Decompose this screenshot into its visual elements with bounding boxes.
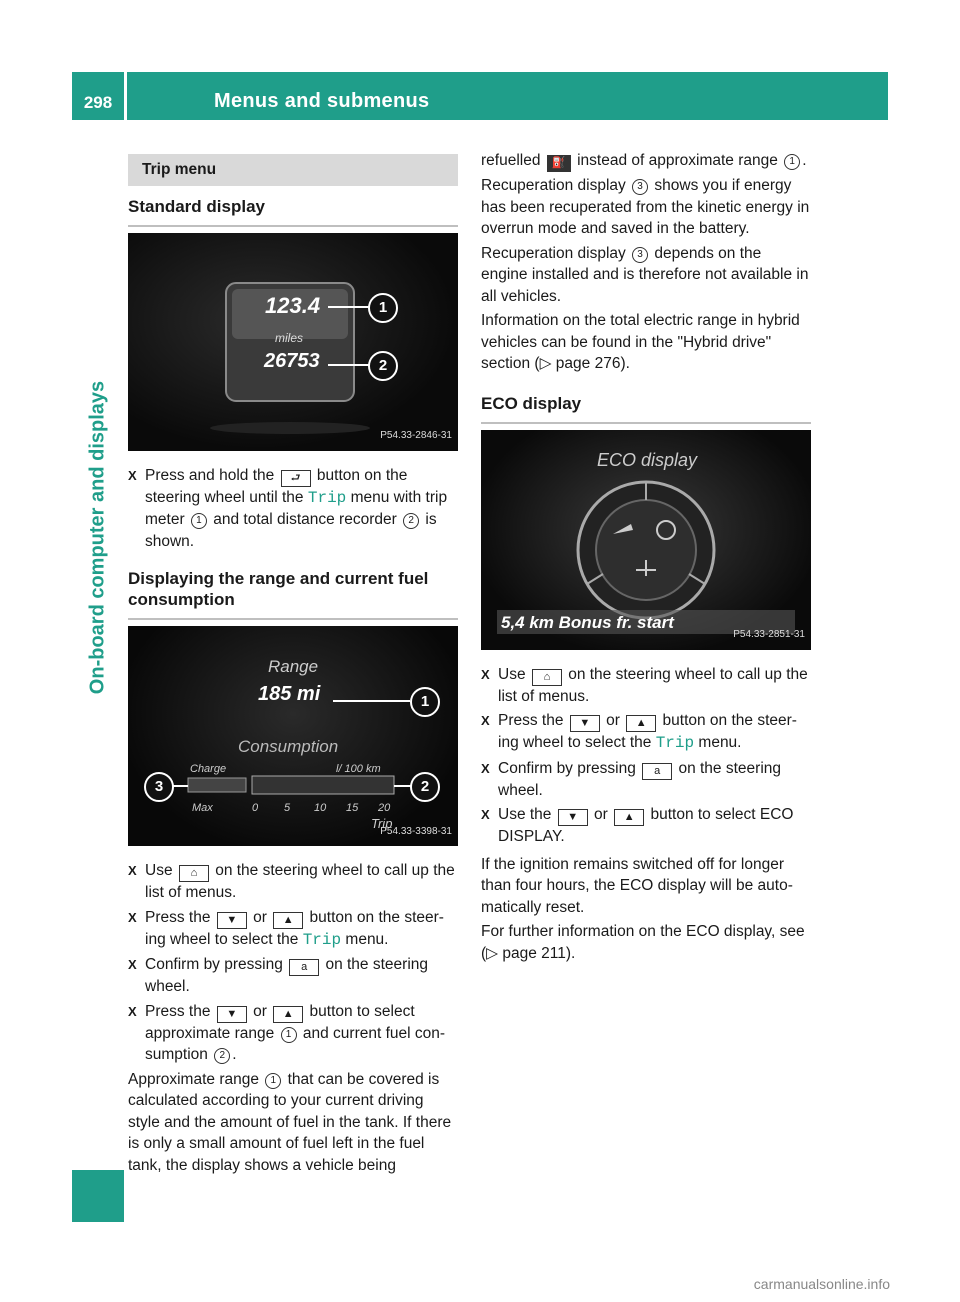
- figure-range-consumption: [128, 626, 458, 846]
- range-value: 185 mi: [258, 683, 321, 705]
- callout-3: 3: [144, 772, 174, 802]
- step-select-trip: X Press the ▼ or ▲ button on the steer-ing wheel to select the Trip menu.: [128, 907, 458, 952]
- figure-code: P54.33-2851-31: [733, 629, 805, 640]
- ok-button-icon: a: [289, 959, 319, 976]
- callout-ref-2: 2: [403, 513, 419, 529]
- step-press-and-hold: X Press and hold the ⮐ button on the steering wheel until the Trip menu with trip meter 1 and total distance recorder 2 is shown.: [128, 465, 458, 553]
- down-arrow-icon: ▼: [217, 912, 247, 929]
- trip-menu-word: Trip: [655, 734, 695, 752]
- subhead-range-consumption: Displaying the range and current fuel consumption: [128, 568, 458, 620]
- home-icon: ⌂: [532, 669, 562, 686]
- watermark: carmanualsonline.info: [753, 1276, 890, 1292]
- subhead-eco-display: ECO display: [481, 393, 811, 424]
- paragraph-further-info: For further information on the ECO display, see (▷ page 211).: [481, 923, 805, 962]
- side-tab-label: On-board computer and displays: [86, 380, 109, 695]
- callout-ref-2: 2: [214, 1048, 230, 1064]
- page-number-box: [72, 72, 127, 120]
- paragraph-recuperation-1: Recuperation display 3 shows you if energy has been recuperated from the kinetic energy in overrun mode and saved in the battery.: [481, 177, 810, 237]
- consumption-label: Consumption: [238, 737, 339, 756]
- step-select-trip: X Press the ▼ or ▲ button on the steer-ing wheel to select the Trip menu.: [481, 710, 811, 755]
- figure-code: P54.33-2846-31: [380, 430, 452, 441]
- up-arrow-icon: ▲: [273, 1006, 303, 1023]
- callout-ref-1: 1: [281, 1027, 297, 1043]
- trip-meter-value: 123.4: [265, 292, 321, 318]
- step-confirm: X Confirm by pressing a on the steering wheel.: [481, 758, 811, 802]
- scale-tick-10: 10: [314, 802, 327, 814]
- up-arrow-icon: ▲: [273, 912, 303, 929]
- paragraph-recuperation-2: Recuperation display 3 depends on the engine installed and is therefore not available in all vehicles.: [481, 244, 809, 305]
- header-bar: [72, 72, 888, 120]
- step-select-eco: X Use the ▼ or ▲ button to select ECO DISPLAY.: [481, 804, 811, 848]
- figure-code: P54.33-3398-31: [380, 825, 452, 837]
- callout-2: 2: [410, 772, 440, 802]
- trip-menu-word: Trip: [307, 488, 347, 507]
- paragraph-hybrid: Information on the total electric range in hybrid vehicles can be found in the "Hybrid drive" section (▷ page 276).: [481, 312, 800, 372]
- figure-eco-display: [481, 430, 811, 650]
- down-arrow-icon: ▼: [558, 809, 588, 826]
- eco-display-title: ECO display: [597, 449, 698, 470]
- paragraph-approximate-range: Approximate range 1 that can be covered is calculated according to your current driving style and the amount of fuel in the tank. If there is only a small amount of fuel left in the fuel tank, the display shows a vehicle being: [128, 1070, 452, 1174]
- left-column: [128, 150, 458, 1179]
- callout-ref-1: 1: [191, 513, 207, 529]
- consumption-unit: l/ 100 km: [336, 763, 381, 775]
- up-arrow-icon: ▲: [614, 809, 644, 826]
- charge-label: Charge: [190, 763, 227, 775]
- trip-unit: miles: [275, 330, 304, 345]
- page-title: Menus and submenus: [214, 90, 430, 112]
- subhead-standard-display: Standard display: [128, 196, 458, 227]
- step-use-home: X Use ⌂ on the steering wheel to call up the list of menus.: [128, 860, 458, 904]
- down-arrow-icon: ▼: [217, 1006, 247, 1023]
- page-number: 298: [83, 93, 113, 112]
- ok-button-icon: a: [642, 763, 672, 780]
- figure-standard-display: [128, 233, 458, 451]
- callout-ref-3: 3: [632, 247, 648, 263]
- up-arrow-icon: ▲: [626, 715, 656, 732]
- trip-menu-word: Trip: [302, 930, 342, 949]
- section-bar: Trip menu: [128, 154, 458, 186]
- right-column: [481, 150, 811, 967]
- step-confirm: X Confirm by pressing a on the steering wheel.: [128, 954, 458, 998]
- max-label: Max: [192, 802, 213, 814]
- total-distance-value: 26753: [264, 349, 320, 372]
- callout-1: 1: [368, 293, 398, 323]
- scale-tick-5: 5: [284, 802, 291, 814]
- callout-2: 2: [368, 351, 398, 381]
- side-tab-marker: [72, 1170, 124, 1222]
- callout-ref-1: 1: [265, 1073, 281, 1089]
- scale-tick-0: 0: [252, 802, 259, 814]
- trip-label: Trip: [371, 816, 393, 831]
- fuel-vehicle-icon: ⛽: [547, 155, 571, 172]
- eco-bonus: 5,4 km Bonus fr. start: [501, 612, 674, 632]
- step-use-home: X Use ⌂ on the steering wheel to call up the list of menus.: [481, 664, 811, 708]
- callout-ref-3: 3: [632, 179, 648, 195]
- scale-tick-15: 15: [346, 802, 359, 814]
- step-select-range: X Press the ▼ or ▲ button to select approximate range 1 and current fuel con-sumption 2 .: [128, 1001, 458, 1066]
- range-label: Range: [268, 657, 319, 676]
- down-arrow-icon: ▼: [570, 715, 600, 732]
- scale-tick-20: 20: [378, 802, 391, 814]
- paragraph-refuelled: refuelled ⛽ instead of approximate range 1 .: [481, 150, 811, 172]
- callout-1: 1: [410, 687, 440, 717]
- paragraph-auto-reset: If the ignition remains switched off for longer than four hours, the ECO display will be auto-matically reset.: [481, 855, 793, 916]
- back-button-icon: ⮐: [281, 470, 311, 487]
- home-icon: ⌂: [179, 865, 209, 882]
- callout-ref-1: 1: [784, 154, 800, 170]
